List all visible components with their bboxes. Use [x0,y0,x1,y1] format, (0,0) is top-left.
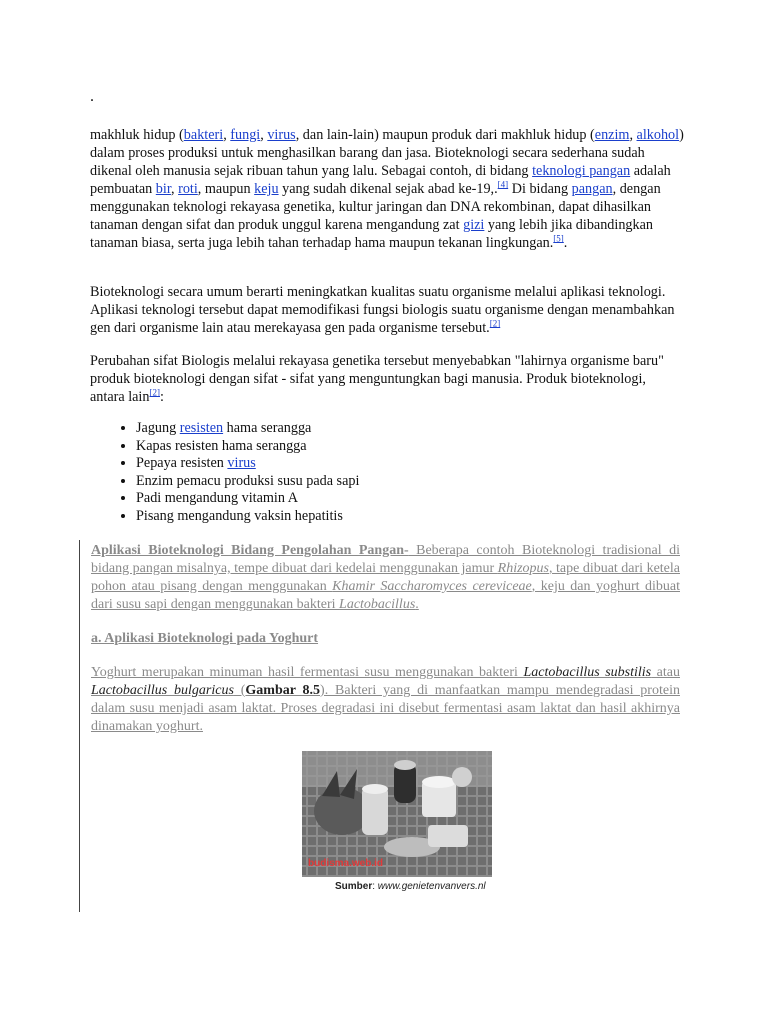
reference-link-2b[interactable]: [2] [149,387,160,398]
link-teknologi-pangan[interactable]: teknologi pangan [532,163,631,179]
link-virus-pepaya[interactable]: virus [227,455,256,472]
link-gizi[interactable]: gizi [463,217,485,233]
reference-link-4[interactable]: [4] [497,179,509,190]
reference-2b [149,387,160,397]
link-roti[interactable]: roti [178,181,198,197]
stray-dot: . [90,88,94,105]
reference-link-2a[interactable]: [2] [489,318,501,329]
list-item: • Jagung resisten hama serangga [136,420,359,438]
yoghurt-photo-illustration [302,751,492,877]
list-item: • Pisang mengandung vaksin hepatitis [136,508,359,526]
pangan-heading: Aplikasi Bioteknologi Bidang Pengolahan Pangan- [91,543,409,558]
reference-5 [553,233,564,243]
blockquote-section [79,540,680,912]
link-bir[interactable]: bir [155,181,171,197]
definition-paragraph: Bioteknologi secara umum berarti meningkatkan kualitas suatu organisme melalui aplikasi teknologi. Aplikasi teknologi tersebut dapat memodifikasi fungsi biologis suatu organisme dengan menambahkan gen dari organisme lain atau merekayasa gen pada organisme tersebut.[2] [90,284,675,336]
list-item: • Padi mengandung vitamin A [136,490,359,508]
link-virus[interactable]: virus [267,127,296,143]
reference-link-5[interactable]: [5] [553,233,564,244]
link-enzim[interactable]: enzim [594,127,630,143]
link-keju[interactable]: keju [254,181,279,197]
link-resisten[interactable]: resisten [179,420,224,436]
photo-watermark: budisma.web.id [308,858,384,869]
reference-2a [490,318,501,328]
yoghurt-heading: a. Aplikasi Bioteknologi pada Yoghurt [91,631,319,646]
intro-paragraph: makhluk hidup (bakteri, fungi, virus, dan lain-lain) maupun produk dari makhluk hidup (enzim, alkohol) dalam proses produksi untuk menghasilkan barang dan jasa. Bioteknologi secara sederhana sudah dikenal oleh manusia sejak ribuan tahun yang lalu. Sebagai contoh, di bidang teknologi pangan adalah pembuatan bir, roti, maupun keju yang sudah dikenal sejak abad ke-19,.[4] Di bidang pangan, dengan menggunakan teknologi rekayasa genetika, kultur jaringan dan DNA rekombinan, dapat dihasilkan tanaman dengan sifat dan produk unggul karena mengandung zat gizi yang lebih jika dibandingkan tanaman biasa, serta juga lebih tahan terhadap hama maupun tekanan lingkungan.[5]. [90,127,684,251]
products-list [108,420,359,526]
link-alkohol[interactable]: alkohol [636,127,680,143]
pangan-paragraph: Aplikasi Bioteknologi Bidang Pengolahan Pangan- Beberapa contoh Bioteknologi tradisional di bidang pangan misalnya, tempe dibuat dari kedelai menggunakan jamur Rhizopus, tape dibuat dari ketela pohon atau pisang dengan menggunakan Khamir Saccharomyces cereviceae, keju dan yoghurt dibuat dari susu sapi dengan menggunakan bakteri Lactobacillus. [91,543,680,612]
list-item: • Kapas resisten hama serangga [136,438,359,456]
list-item: • Pepaya resisten virus [136,455,359,473]
photo-caption: Sumber: www.genietenvanvers.nl [335,881,486,892]
reference-4 [498,179,509,189]
link-pangan[interactable]: pangan [571,181,613,197]
link-fungi[interactable]: fungi [230,127,261,143]
list-item: • Enzim pemacu produksi susu pada sapi [136,473,359,491]
yoghurt-photo [302,751,492,877]
link-bakteri[interactable]: bakteri [183,127,224,143]
products-intro-paragraph: Perubahan sifat Biologis melalui rekayasa genetika tersebut menyebabkan "lahirnya organisme baru" produk bioteknologi dengan sifat - sifat yang menguntungkan bagi manusia. Produk bioteknologi, antara lain[2]: [90,353,664,405]
yoghurt-paragraph: Yoghurt merupakan minuman hasil fermentasi susu menggunakan bakteri Lactobacillus substilis atau Lactobacillus bulgaricus (Gambar 8.5). Bakteri yang di manfaatkan mampu mendegradasi protein dalam susu menjadi asam laktat. Proses degradasi ini disebut fermentasi asam laktat dan hasil akhirnya dinamakan yoghurt. [91,665,680,734]
